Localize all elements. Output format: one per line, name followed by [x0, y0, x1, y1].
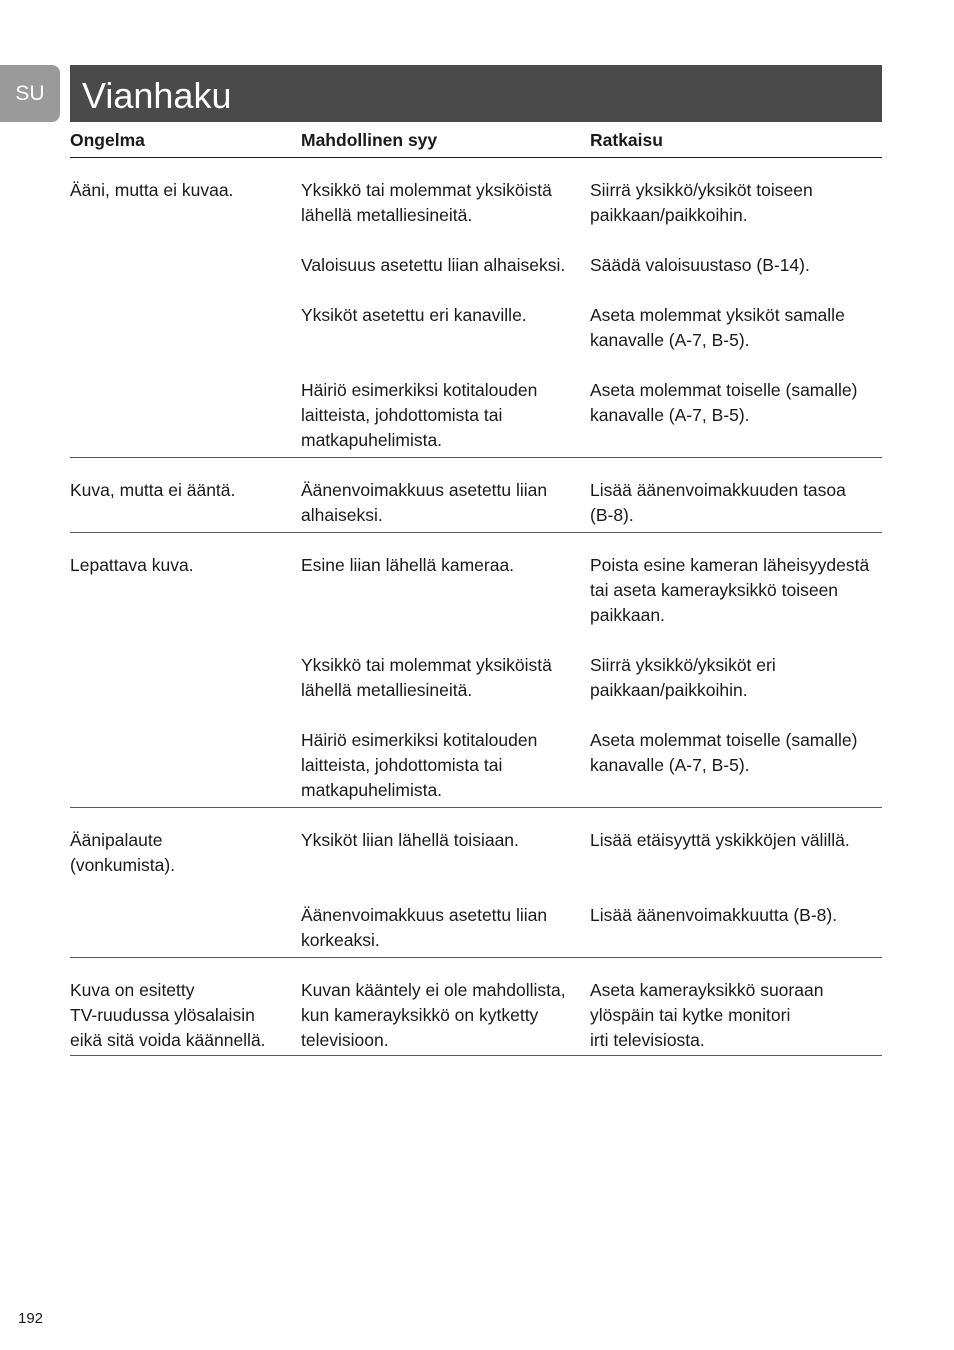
cause-cell: Äänenvoimakkuus asetettu liian korkeaksi.: [301, 905, 548, 950]
page-title: Vianhaku: [82, 75, 232, 116]
problem-cell: Äänipalaute (vonkumista).: [70, 830, 176, 875]
problem-cell: [70, 653, 301, 703]
table-row: [70, 903, 882, 953]
table-row: [70, 378, 882, 453]
solution-cell: Aseta molemmat yksiköt samalle kanavalle (A-7, B-5).: [590, 305, 845, 350]
problem-group: [70, 958, 882, 1056]
problem-cell: Kuva, mutta ei ääntä.: [70, 480, 236, 500]
problem-cell: [70, 728, 301, 803]
problem-cell: [70, 253, 301, 278]
table-body: [70, 158, 882, 1056]
cause-cell: Kuvan kääntely ei ole mahdollista, kun kamerayksikkö on kytketty televisioon.: [301, 980, 566, 1050]
problem-cell: [70, 378, 301, 453]
problem-cell: [70, 303, 301, 353]
solution-cell: Lisää etäisyyttä yskikköjen välillä.: [590, 830, 850, 850]
problem-group: [70, 808, 882, 958]
page-number: 192: [18, 1310, 44, 1327]
problem-cell: Kuva on esitetty TV-ruudussa ylösalaisin eikä sitä voida käännellä.: [70, 980, 266, 1050]
solution-cell: Aseta kamerayksikkö suoraan ylöspäin tai kytke monitori irti televisiosta.: [590, 980, 824, 1050]
cause-cell: Yksikkö tai molemmat yksiköistä lähellä metalliesineitä.: [301, 180, 552, 225]
table-row: [70, 653, 882, 703]
table-row: [70, 553, 882, 628]
table-row: [70, 253, 882, 278]
solution-cell: Aseta molemmat toiselle (samalle) kanavalle (A-7, B-5).: [590, 380, 858, 425]
cause-cell: Yksiköt liian lähellä toisiaan.: [301, 830, 519, 850]
solution-cell: Säädä valoisuustaso (B-14).: [590, 255, 810, 275]
problem-cell: Ääni, mutta ei kuvaa.: [70, 180, 234, 200]
cause-cell: Valoisuus asetettu liian alhaiseksi.: [301, 255, 566, 275]
table-row: [70, 728, 882, 803]
header-cause: Mahdollinen syy: [301, 130, 438, 150]
header-solution: Ratkaisu: [590, 130, 663, 150]
problem-group: [70, 533, 882, 808]
problem-group: [70, 458, 882, 533]
cause-cell: Esine liian lähellä kameraa.: [301, 555, 515, 575]
language-tab: SU: [0, 65, 60, 122]
header-problem: Ongelma: [70, 130, 145, 150]
table-header: [70, 130, 882, 158]
cause-cell: Häiriö esimerkiksi kotitalouden laitteista, johdottomista tai matkapuhelimista.: [301, 730, 538, 800]
table-row: [70, 828, 882, 878]
problem-cell: Lepattava kuva.: [70, 555, 194, 575]
solution-cell: Siirrä yksikkö/yksiköt eri paikkaan/paikkoihin.: [590, 655, 776, 700]
solution-cell: Siirrä yksikkö/yksiköt toiseen paikkaan/paikkoihin.: [590, 180, 813, 225]
cause-cell: Äänenvoimakkuus asetettu liian alhaiseksi.: [301, 480, 548, 525]
table-row: [70, 978, 882, 1053]
troubleshooting-table: [70, 130, 882, 1056]
solution-cell: Lisää äänenvoimakkuutta (B-8).: [590, 905, 838, 925]
problem-cell: [70, 903, 301, 953]
solution-cell: Aseta molemmat toiselle (samalle) kanavalle (A-7, B-5).: [590, 730, 858, 775]
title-bar: [70, 65, 882, 122]
table-row: [70, 303, 882, 353]
solution-cell: Lisää äänenvoimakkuuden tasoa (B-8).: [590, 480, 846, 525]
solution-cell: Poista esine kameran läheisyydestä tai aseta kamerayksikkö toiseen paikkaan.: [590, 555, 870, 625]
problem-group: [70, 158, 882, 458]
cause-cell: Häiriö esimerkiksi kotitalouden laitteista, johdottomista tai matkapuhelimista.: [301, 380, 538, 450]
cause-cell: Yksiköt asetettu eri kanaville.: [301, 305, 527, 325]
table-row: [70, 178, 882, 228]
cause-cell: Yksikkö tai molemmat yksiköistä lähellä metalliesineitä.: [301, 655, 552, 700]
table-row: [70, 478, 882, 528]
